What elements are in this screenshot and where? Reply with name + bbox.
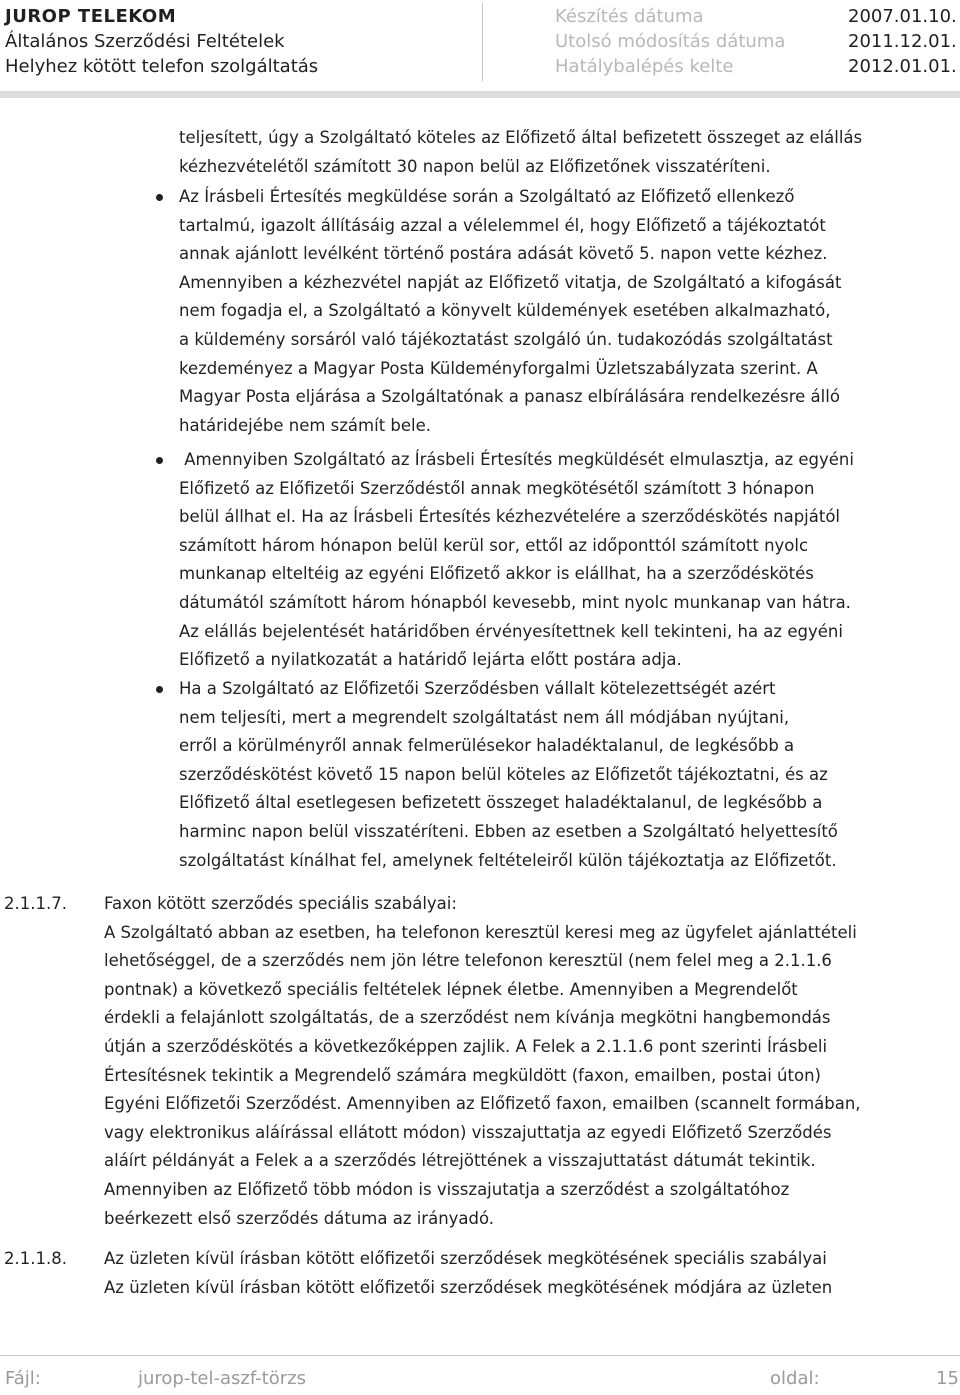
bullet-paragraph-notification: [179, 183, 841, 440]
text-line: Előfizető által esetlegesen befizetett összeget haladéktalanul, de legkésőbb a: [179, 793, 823, 813]
modified-label: Utolsó módosítás dátuma: [555, 31, 786, 52]
text-line: munkanap elteltéig az egyéni Előfizető akkor is elállhat, ha a szerződéskötés: [179, 564, 814, 584]
text-line: Egyéni Előfizetői Szerződést. Amennyiben az Előfizető faxon, emailben (scannelt formában,: [104, 1094, 861, 1114]
bullet-paragraph-withdrawal: [179, 446, 854, 675]
text-line: Amennyiben az Előfizető több módon is visszajutatja a szerződést a szolgáltatóhoz: [104, 1179, 790, 1199]
text-line: teljesített, úgy a Szolgáltató köteles az Előfizető által befizetett összeget az elállás: [179, 128, 863, 147]
text-line: kézhezvételétől számított 30 napon belül az Előfizetőnek visszatéríteni.: [179, 156, 771, 176]
text-line: útján a szerződéskötés a következőképpen zajlik. A Felek a 2.1.1.6 pont szerinti Írásbeli: [104, 1036, 828, 1056]
bullet-paragraph-obligation: [179, 675, 838, 875]
text-line: kezdeményez a Magyar Posta Küldeményforgalmi Üzletszabályzata szerint. A: [179, 358, 818, 378]
footer-page-number: 15: [936, 1368, 959, 1389]
bullet-icon: [156, 457, 163, 464]
text-line: dátumától számított három hónapból kevesebb, mint nyolc munkanap van hátra.: [179, 592, 851, 612]
page-header: [0, 0, 960, 100]
text-line: aláírt példányát a Felek a a szerződés létrejöttének a visszajuttatást dátumát tekintik.: [104, 1151, 816, 1171]
text-line: szolgáltatást kínálhat fel, amelynek feltételeiről külön tájékoztatja az Előfizetőt.: [179, 850, 837, 870]
section-number: 2.1.1.7.: [4, 894, 67, 913]
text-line: Az elállás bejelentését határidőben érvényesítettnek kell tekinteni, ha az egyéni: [179, 621, 843, 641]
footer-file-label: Fájl:: [5, 1368, 41, 1389]
footer-page-label: oldal:: [770, 1368, 820, 1389]
text-line: Amennyiben a kézhezvétel napját az Előfizető vitatja, de Szolgáltató a kifogását: [179, 272, 842, 292]
section-heading: Az üzleten kívül írásban kötött előfizetői szerződések megkötésének speciális szabályai: [104, 1249, 827, 1268]
text-line: számított három hónapon belül kerül sor, ettől az időponttól számított nyolc: [179, 535, 809, 555]
text-line: tartalmú, igazolt állításáig azzal a vélelemmel él, hogy Előfizető a tájékoztatót: [179, 215, 826, 235]
header-document-info: [5, 4, 318, 79]
section-number: 2.1.1.8.: [4, 1249, 67, 1268]
modified-date: 2011.12.01.: [848, 31, 957, 52]
text-line: érdekli a felajánlott szolgáltatás, de a szerződést nem kívánja megkötni hangbemondás: [104, 1008, 831, 1028]
text-line: Előfizető az Előfizetői Szerződéstől annak megkötésétől számított 3 hónapon: [179, 478, 815, 498]
text-line: Magyar Posta eljárása a Szolgáltatónak a panasz elbírálására rendelkezésre álló: [179, 387, 840, 407]
text-line: Előfizető a nyilatkozatát a határidő lejárta előtt postára adja.: [179, 650, 682, 670]
text-line: pontnak) a következő speciális feltételek lépnek életbe. Amennyiben a Megrendelőt: [104, 979, 798, 999]
created-label: Készítés dátuma: [555, 6, 704, 27]
header-date-values: [848, 4, 957, 79]
text-line: annak ajánlott levélként történő postára adását követő 5. napon vette kézhez.: [179, 244, 828, 264]
section-heading: Faxon kötött szerződés speciális szabályai:: [104, 894, 457, 913]
company-name: JUROP TELEKOM: [5, 6, 177, 27]
text-line: Amennyiben Szolgáltató az Írásbeli Értesítés megküldését elmulasztja, az egyéni: [179, 450, 854, 469]
document-title: Általános Szerződési Feltételek: [5, 31, 285, 52]
text-line: beérkezett első szerződés dátuma az irányadó.: [104, 1208, 495, 1228]
text-line: belül állhat el. Ha az Írásbeli Értesítés kézhezvételére a szerződéskötés napjától: [179, 507, 841, 527]
bullet-icon: [156, 686, 163, 693]
text-line: Az üzleten kívül írásban kötött előfizetői szerződések megkötésének módjára az üzleten: [104, 1277, 833, 1297]
text-line: lehetőséggel, de a szerződés nem jön létre telefonon keresztül (nem felel meg a 2.1.1.6: [104, 951, 832, 971]
text-line: nem fogadja el, a Szolgáltató a könyvelt küldemények esetében alkalmazható,: [179, 301, 831, 321]
text-line: a küldemény sorsáról való tájékoztatást szolgáló ún. tudakozódás szolgáltatást: [179, 329, 833, 349]
document-subtitle: Helyhez kötött telefon szolgáltatás: [5, 56, 319, 77]
created-date: 2007.01.10.: [848, 6, 957, 27]
text-line: határidejébe nem számít bele.: [179, 415, 432, 435]
text-line: Az Írásbeli Értesítés megküldése során a Szolgáltató az Előfizető ellenkező: [179, 187, 795, 206]
effective-label: Hatálybalépés kelte: [555, 56, 734, 77]
section-2-1-1-7-body: [104, 890, 861, 1233]
text-line: Értesítésnek tekintik a Megrendelő számára megküldött (faxon, emailben, postai úton): [104, 1065, 821, 1085]
text-line: harminc napon belül visszatéríteni. Ebben az esetben a Szolgáltató helyettesítő: [179, 821, 838, 841]
footer-separator: [0, 1355, 960, 1356]
text-line: vagy elektronikus aláírással ellátott módon) visszajuttatja az egyedi Előfizető Szerződés: [104, 1122, 832, 1142]
text-line: Ha a Szolgáltató az Előfizetői Szerződésben vállalt kötelezettségét azért: [179, 679, 776, 698]
continuation-paragraph: [179, 124, 862, 181]
header-divider: [482, 3, 483, 81]
header-separator-bar: [0, 91, 960, 98]
text-line: erről a körülményről annak felmerülésekor haladéktalanul, de legkésőbb a: [179, 736, 795, 756]
bullet-icon: [156, 194, 163, 201]
section-2-1-1-8-body: [104, 1245, 832, 1302]
text-line: szerződéskötést követő 15 napon belül köteles az Előfizetőt tájékoztatni, és az: [179, 764, 828, 784]
footer-file-name: jurop-tel-aszf-törzs: [138, 1368, 306, 1389]
header-date-labels: [555, 4, 785, 79]
effective-date: 2012.01.01.: [848, 56, 957, 77]
text-line: nem teljesíti, mert a megrendelt szolgáltatást nem áll módjában nyújtani,: [179, 707, 790, 727]
text-line: A Szolgáltató abban az esetben, ha telefonon keresztül keresi meg az ügyfelet ajánlattételi: [104, 922, 857, 942]
